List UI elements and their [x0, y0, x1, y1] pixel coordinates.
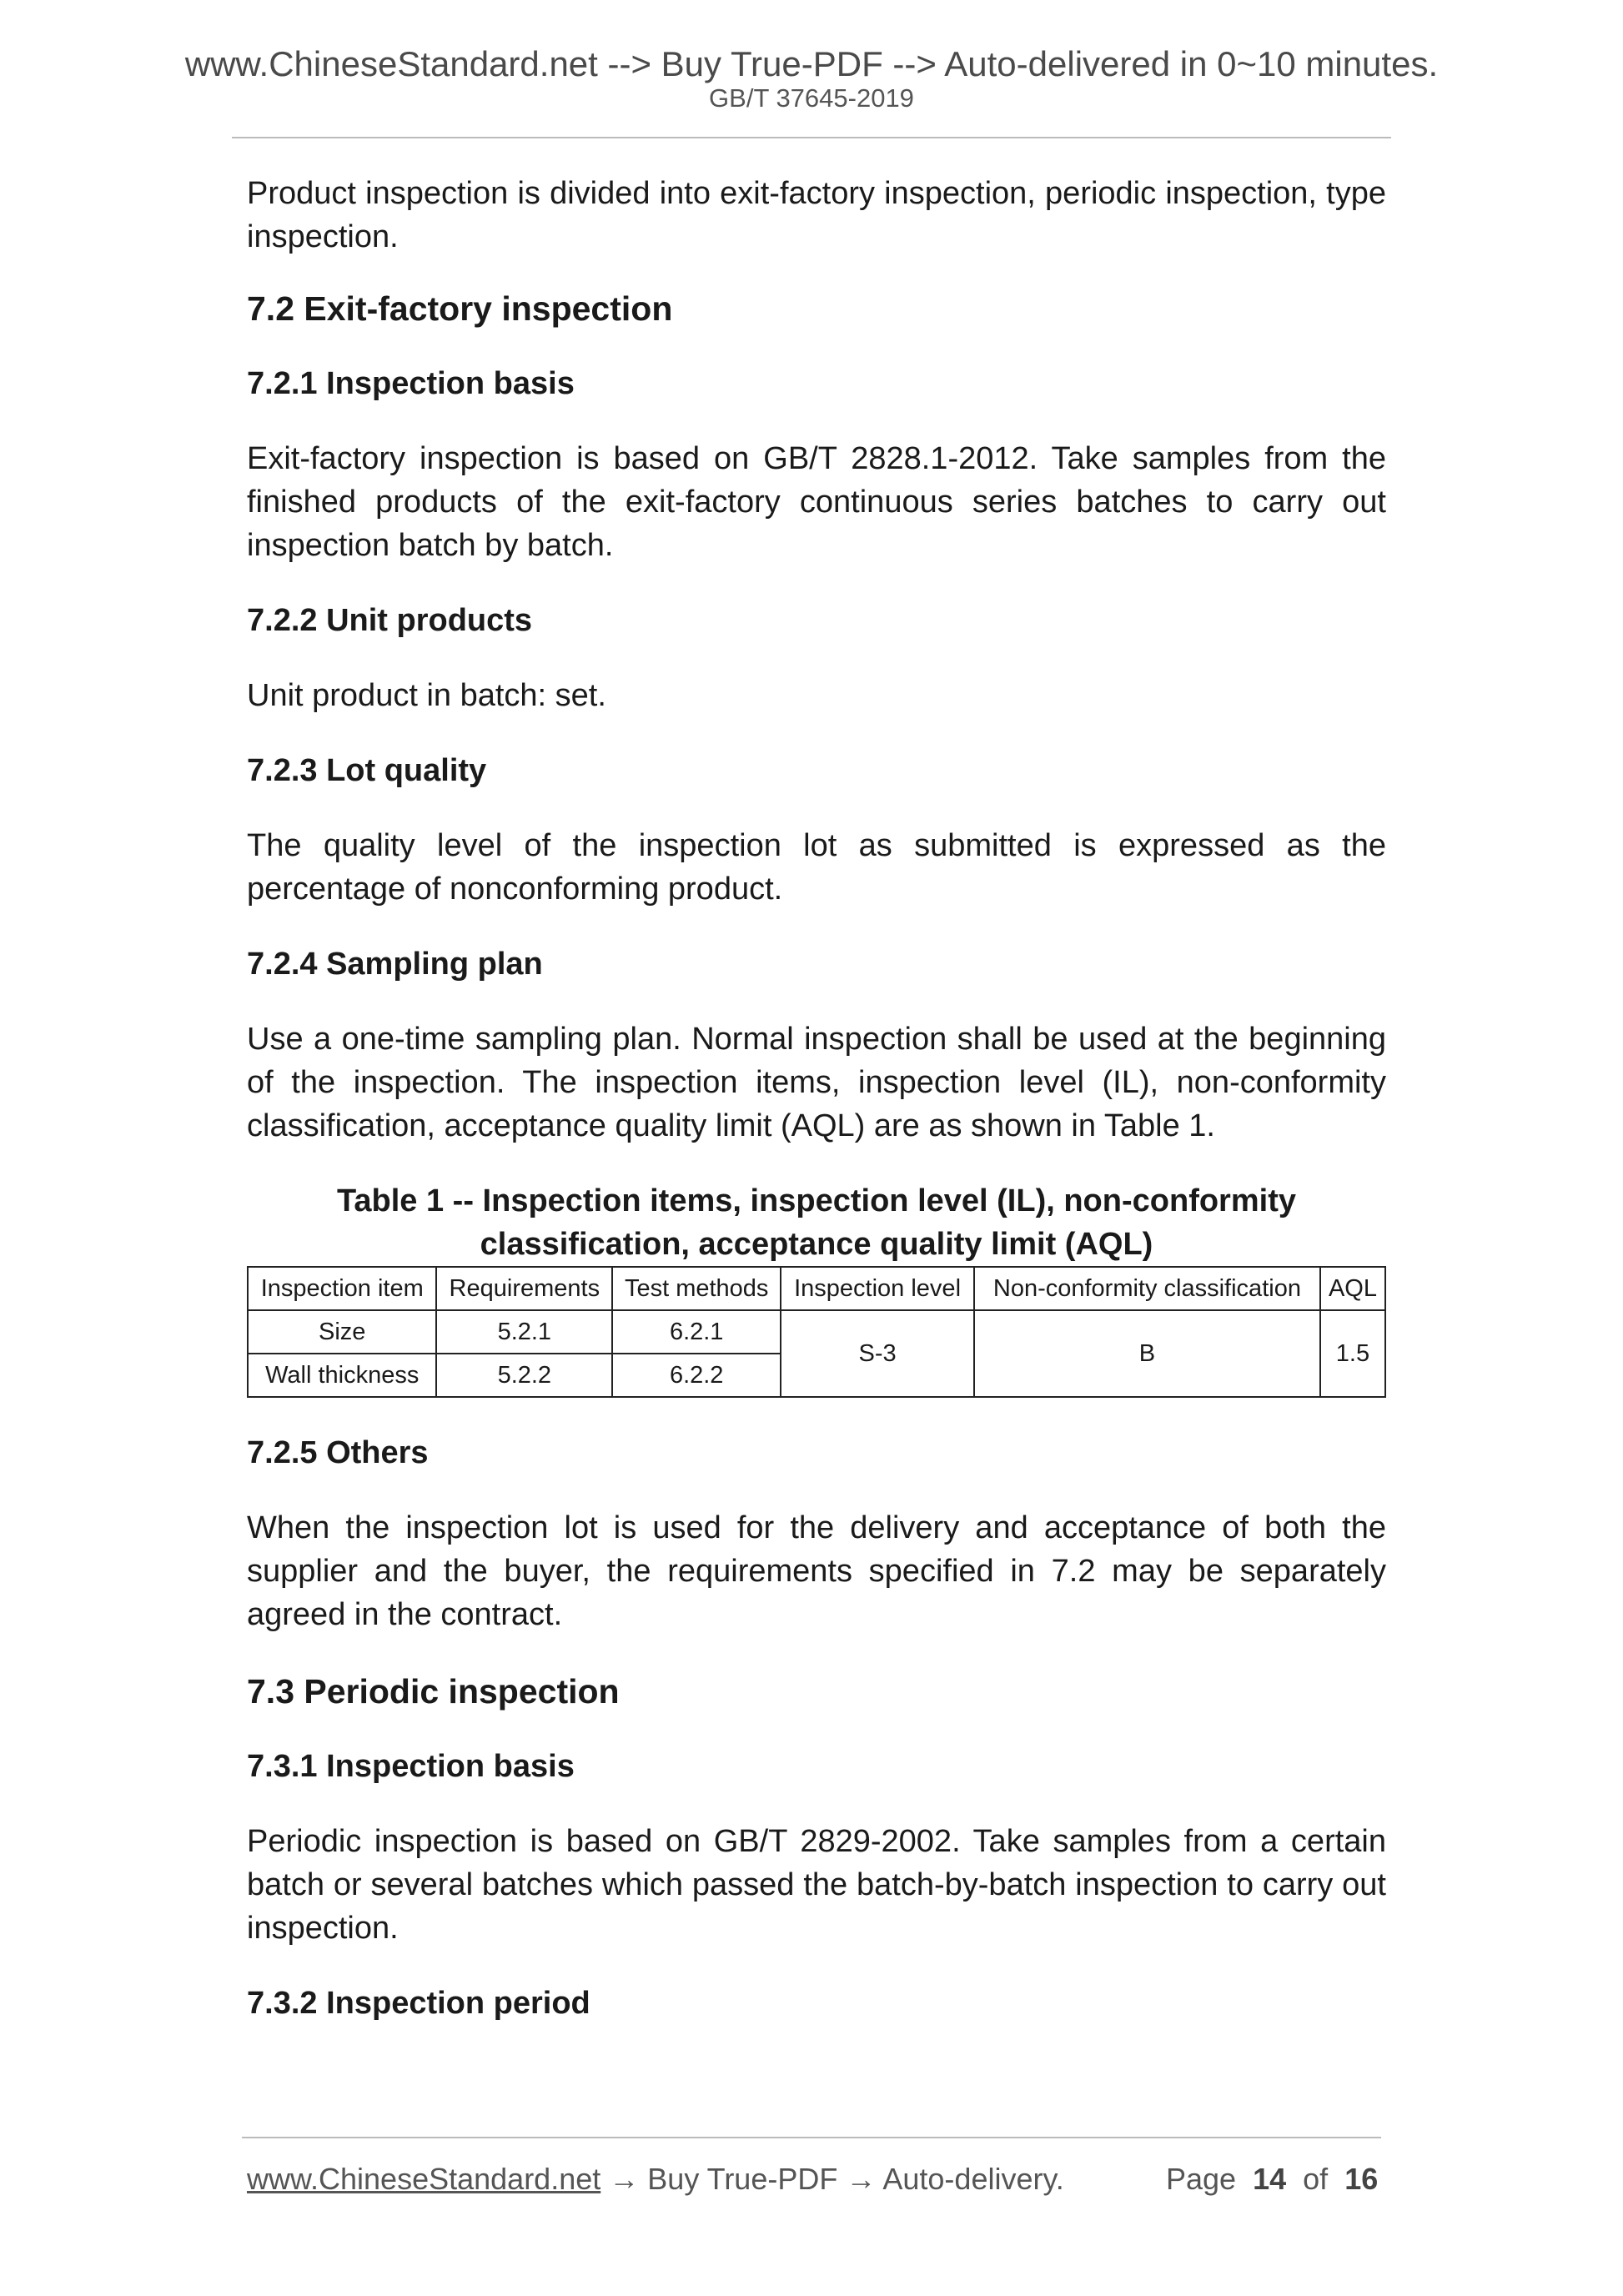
section-7-2-3-heading: 7.2.3 Lot quality [247, 753, 487, 788]
section-7-2-1-text: Exit-factory inspection is based on GB/T 2828.1-2012. Take samples from the finished products of the exit-factory continuous series batches to carry out inspection batch by batch. [247, 441, 1386, 563]
section-7-3-heading: 7.3 Periodic inspection [247, 1672, 620, 1711]
header-inspection-level: Inspection level [781, 1267, 974, 1310]
cell-inspection-level: S-3 [781, 1310, 974, 1397]
standard-number: GB/T 37645-2019 [709, 83, 914, 113]
cell-inspection-item: Wall thickness [248, 1354, 436, 1397]
arrow-right-icon: → [609, 2162, 640, 2196]
arrow-right-icon: → [846, 2162, 877, 2196]
cell-aql: 1.5 [1320, 1310, 1385, 1397]
page-indicator [1166, 2160, 1378, 2198]
intro-paragraph: Product inspection is divided into exit-factory inspection, periodic inspection, type inspection. [247, 176, 1386, 254]
page-current: 14 [1253, 2162, 1287, 2196]
header-test-methods: Test methods [612, 1267, 781, 1310]
section-7-3-1-text: Periodic inspection is based on GB/T 2829-2002. Take samples from a certain batch or several batches which passed the batch-by-batch inspection to carry out inspection. [247, 1824, 1386, 1946]
section-7-2-4-heading: 7.2.4 Sampling plan [247, 947, 543, 982]
cell-inspection-item: Size [248, 1310, 436, 1354]
footer-site-link[interactable]: www.ChineseStandard.net [247, 2162, 601, 2196]
section-7-3-1-heading: 7.3.1 Inspection basis [247, 1749, 575, 1784]
table-header-row [248, 1267, 1385, 1310]
table-1-caption-line-2: classification, acceptance quality limit (AQL) [480, 1227, 1153, 1262]
section-7-2-3-text: The quality level of the inspection lot as submitted is expressed as the percentage of nonconforming product. [247, 828, 1386, 907]
cell-test-methods: 6.2.2 [612, 1354, 781, 1397]
section-7-2-4-text: Use a one-time sampling plan. Normal inspection shall be used at the beginning of the inspection. The inspection items, inspection level (IL), non-conformity classification, acceptance quality limit (AQL) are as shown in Table 1. [247, 1022, 1386, 1143]
section-7-2-1-heading: 7.2.1 Inspection basis [247, 366, 575, 401]
page-content [247, 172, 1386, 2025]
section-7-2-5-heading: 7.2.5 Others [247, 1435, 429, 1470]
header-divider [232, 137, 1391, 138]
cell-nonconformity-classification: B [974, 1310, 1320, 1397]
site-banner: www.ChineseStandard.net --> Buy True-PDF --> Auto-delivered in 0~10 minutes. [184, 44, 1439, 83]
section-7-2-5-text: When the inspection lot is used for the delivery and acceptance of both the supplier and the buyer, the requirements specified in 7.2 may be separately agreed in the contract. [247, 1510, 1386, 1632]
footer-delivery-text: Auto-delivery. [882, 2162, 1064, 2196]
section-7-2-heading: 7.2 Exit-factory inspection [247, 289, 673, 328]
table-1-caption-line-1: Table 1 -- Inspection items, inspection level (IL), non-conformity [337, 1183, 1296, 1218]
cell-test-methods: 6.2.1 [612, 1310, 781, 1354]
page-total: 16 [1344, 2162, 1379, 2196]
header-inspection-item: Inspection item [248, 1267, 436, 1310]
table-1 [247, 1266, 1386, 1398]
footer-promo [247, 2160, 1064, 2198]
cell-requirements: 5.2.2 [436, 1354, 612, 1397]
section-7-2-2-heading: 7.2.2 Unit products [247, 603, 533, 638]
header-aql: AQL [1320, 1267, 1385, 1310]
table-row [248, 1310, 1385, 1354]
header-nonconformity-classification: Non-conformity classification [974, 1267, 1320, 1310]
footer-buy-text: Buy True-PDF [647, 2162, 838, 2196]
page-label: Page [1166, 2162, 1237, 2196]
section-7-2-2-text: Unit product in batch: set. [247, 678, 606, 713]
footer-divider [242, 2137, 1381, 2138]
cell-requirements: 5.2.1 [436, 1310, 612, 1354]
section-7-3-2-heading: 7.3.2 Inspection period [247, 1986, 590, 2021]
page-of: of [1303, 2162, 1329, 2196]
header-requirements: Requirements [436, 1267, 612, 1310]
